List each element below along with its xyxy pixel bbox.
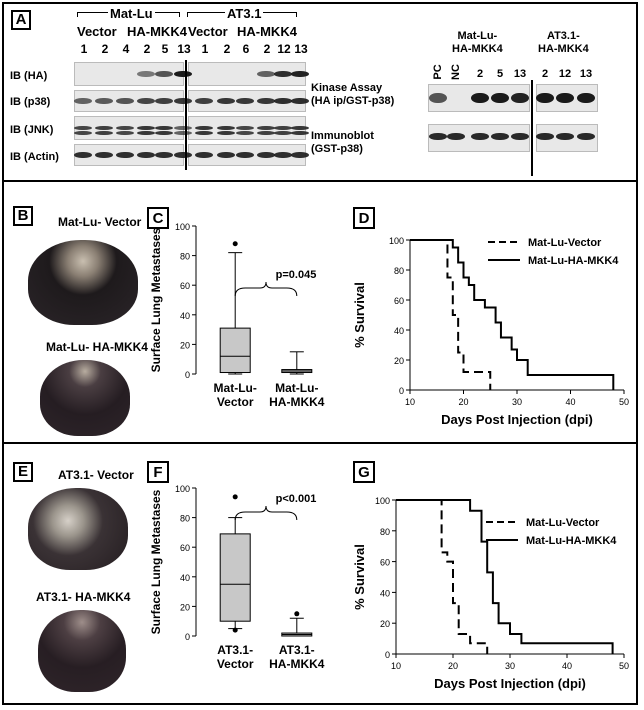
y-tick-label: 20 (179, 340, 190, 351)
lane-number: 2 (143, 42, 151, 56)
legend-label: Mat-Lu-HA-MKK4 (526, 535, 617, 547)
kinase-lane-number: 2 (541, 68, 549, 80)
kinase-band (577, 133, 595, 140)
x-tick-label: 50 (618, 661, 630, 671)
lane-number: 2 (223, 42, 231, 56)
y-axis-label: Surface Lung Metastases (149, 227, 163, 373)
y-tick-label: 100 (374, 496, 390, 506)
kinase-lane-number: NC (450, 64, 462, 80)
y-tick-label: 20 (379, 619, 390, 630)
at31-vector-caption: AT3.1- Vector (58, 468, 134, 482)
panel-label-box (148, 208, 168, 228)
x-axis-label: Days Post Injection (dpi) (441, 412, 593, 427)
blot-band (137, 71, 155, 77)
matlu-vector-caption: Mat-Lu- Vector (58, 215, 142, 229)
kinase-assay-label: Kinase Assay (HA ip/GST-p38) (311, 82, 395, 107)
matlu-mkk4-caption: Mat-Lu- HA-MKK4 (46, 340, 148, 354)
category-label: Vector (216, 657, 254, 671)
blot-band (155, 126, 173, 130)
blot-band (116, 126, 134, 130)
chart-d (350, 198, 632, 434)
blot-band (236, 152, 254, 158)
blot-band (195, 126, 213, 130)
y-tick-label: 20 (179, 602, 190, 613)
lane-number: 2 (101, 42, 109, 56)
y-tick-label: 100 (174, 222, 190, 232)
panel-label-text: C (152, 210, 164, 227)
survival-line-1 (410, 240, 490, 390)
box-outlier (233, 241, 238, 246)
panel-label-text: D (358, 210, 370, 227)
kinase-header-matlu: Mat-Lu- HA-MKK4 (452, 30, 503, 55)
blot-band (257, 131, 275, 135)
blot-band (291, 131, 309, 135)
kinase-lane-number: PC (432, 64, 444, 80)
blot-band (95, 131, 113, 135)
y-tick-label: 40 (179, 572, 190, 583)
blot-band (217, 131, 235, 135)
matlu-mkk4-label: HA-MKK4 (127, 24, 187, 39)
lung-image-matlu-vector (28, 240, 138, 325)
significance-bracket (235, 282, 297, 296)
category-label: Mat-Lu- (213, 381, 257, 395)
blot-band (174, 98, 192, 104)
blot-band (274, 152, 292, 158)
kinase-lane-number: 5 (496, 68, 504, 80)
row-label-p38: IB (p38) (10, 96, 51, 108)
chart-c (146, 198, 344, 434)
kinase-band (536, 93, 554, 103)
panel-label-box (354, 462, 374, 482)
legend-label: Mat-Lu-HA-MKK4 (528, 255, 619, 267)
blot-band (257, 152, 275, 158)
blot-band (174, 126, 192, 130)
group-at31: AT3.1 (227, 6, 262, 21)
chart-g (350, 452, 632, 702)
y-tick-label: 60 (179, 281, 190, 292)
lane-number: 6 (242, 42, 250, 56)
survival-line-1 (396, 500, 487, 654)
y-tick-label: 0 (398, 386, 404, 396)
kinase-band (536, 133, 554, 140)
box-iqr (220, 534, 250, 621)
x-tick-label: 20 (458, 397, 469, 407)
chart-f (146, 452, 344, 702)
blot-band (95, 126, 113, 130)
box-outlier (233, 494, 238, 499)
x-tick-label: 30 (504, 661, 516, 671)
blot-band (74, 131, 92, 135)
box-iqr (220, 328, 250, 372)
kinase-band (429, 93, 447, 103)
y-tick-label: 0 (184, 370, 190, 380)
blot-band (291, 126, 309, 130)
blot-band (137, 152, 155, 158)
y-tick-label: 40 (179, 310, 190, 321)
legend-label: Mat-Lu-Vector (526, 517, 600, 529)
blot-band (195, 152, 213, 158)
kinase-band (447, 133, 465, 140)
y-tick-label: 0 (184, 632, 190, 642)
blot-band (116, 98, 134, 104)
x-tick-label: 40 (561, 661, 573, 671)
y-tick-label: 40 (379, 588, 390, 599)
lane-number: 1 (80, 42, 88, 56)
kinase-band (577, 93, 595, 103)
x-axis-label: Days Post Injection (dpi) (434, 676, 586, 691)
blot-band (291, 152, 309, 158)
category-label: HA-MKK4 (269, 657, 325, 671)
blot-band (195, 131, 213, 135)
y-tick-label: 80 (393, 266, 404, 276)
lane-number: 13 (177, 42, 191, 56)
lane-number: 13 (294, 42, 308, 56)
row-label-ha: IB (HA) (10, 70, 48, 82)
lane-number: 4 (122, 42, 130, 56)
x-tick-label: 30 (511, 397, 523, 407)
kinase-band (511, 133, 529, 140)
blot-band (137, 126, 155, 130)
panel-a-label: A (11, 10, 31, 30)
row-label-actin: IB (Actin) (10, 151, 59, 163)
p-value: p=0.045 (275, 269, 317, 281)
kinase-lane-number: 13 (579, 68, 593, 80)
y-tick-label: 20 (393, 356, 404, 366)
blot-band (116, 152, 134, 158)
blot-band (174, 152, 192, 158)
blot-band (274, 131, 292, 135)
panel-b-label: B (13, 206, 33, 226)
blot-band (274, 71, 292, 77)
blot-band (155, 131, 173, 135)
blot-band (257, 98, 275, 104)
box-outlier (233, 628, 238, 633)
y-tick-label: 100 (174, 484, 190, 494)
blot-band (137, 98, 155, 104)
y-tick-label: 80 (379, 526, 390, 537)
y-tick-label: 40 (393, 326, 404, 336)
y-axis-label: % Survival (352, 544, 367, 610)
at31-mkk4-caption: AT3.1- HA-MKK4 (36, 590, 131, 604)
kinase-band (429, 133, 447, 140)
x-tick-label: 10 (404, 397, 416, 407)
blot-divider (185, 60, 187, 170)
x-tick-label: 40 (565, 397, 576, 407)
y-tick-label: 80 (179, 251, 190, 262)
kinase-band (491, 133, 509, 140)
panel-label-box (354, 208, 374, 228)
category-label: Vector (216, 395, 254, 409)
blot-band (74, 98, 92, 104)
blot-band (274, 126, 292, 130)
blot-band (217, 98, 235, 104)
panel-label-box (148, 462, 168, 482)
significance-bracket (235, 506, 297, 520)
blot-band (74, 126, 92, 130)
kinase-header-at31: AT3.1- HA-MKK4 (538, 30, 589, 55)
y-tick-label: 100 (388, 236, 404, 246)
kinase-lane-number: 13 (513, 68, 527, 80)
y-tick-label: 60 (393, 296, 404, 306)
blot-band (155, 152, 173, 158)
box-outlier (294, 611, 299, 616)
y-axis-label: % Survival (352, 282, 367, 348)
lung-image-at31-mkk4 (38, 610, 126, 692)
y-tick-label: 80 (179, 513, 190, 524)
category-label: AT3.1- (217, 643, 254, 657)
kinase-band (471, 93, 489, 103)
x-tick-label: 20 (447, 661, 459, 671)
row-separator-2 (4, 442, 636, 444)
at31-vector-label: Vector (188, 24, 228, 39)
blot-band (217, 126, 235, 130)
blot-band (95, 152, 113, 158)
blot-band (195, 98, 213, 104)
y-tick-label: 0 (384, 650, 390, 660)
x-tick-label: 50 (618, 397, 630, 407)
blot-band (174, 131, 192, 135)
lane-number: 5 (161, 42, 169, 56)
blot-band (155, 98, 173, 104)
lane-number: 1 (201, 42, 209, 56)
blot-band (257, 71, 275, 77)
blot-band (257, 126, 275, 130)
kinase-band (556, 93, 574, 103)
blot-band (95, 98, 113, 104)
blot-band (74, 152, 92, 158)
legend-label: Mat-Lu-Vector (528, 237, 602, 249)
blot-band (174, 71, 192, 77)
blot-band (274, 98, 292, 104)
kinase-band (511, 93, 529, 103)
row-label-jnk: IB (JNK) (10, 124, 54, 136)
category-label: Mat-Lu- (275, 381, 319, 395)
blot-band (291, 71, 309, 77)
at31-mkk4-label: HA-MKK4 (237, 24, 297, 39)
blot-band (217, 152, 235, 158)
kinase-lane-number: 2 (476, 68, 484, 80)
blot-band (236, 131, 254, 135)
blot-band (291, 98, 309, 104)
lane-number: 12 (277, 42, 291, 56)
blot-band (116, 131, 134, 135)
panel-label-text: G (358, 464, 370, 481)
panel-e-label: E (13, 462, 33, 482)
kinase-band (471, 133, 489, 140)
kinase-band (556, 133, 574, 140)
panel-label-text: F (153, 464, 163, 481)
lung-image-matlu-mkk4 (40, 360, 130, 436)
kinase-band (491, 93, 509, 103)
y-tick-label: 60 (179, 543, 190, 554)
y-axis-label: Surface Lung Metastases (149, 489, 163, 635)
blot-band (155, 71, 173, 77)
y-tick-label: 60 (379, 557, 390, 568)
kinase-lane-number: 12 (558, 68, 572, 80)
x-tick-label: 10 (390, 661, 402, 671)
blot-band (137, 131, 155, 135)
group-matlu: Mat-Lu (110, 6, 153, 21)
blot-band (236, 126, 254, 130)
blot-band (236, 98, 254, 104)
row-separator-1 (4, 180, 636, 182)
kinase-divider (531, 80, 533, 176)
lane-number: 2 (263, 42, 271, 56)
category-label: HA-MKK4 (269, 395, 325, 409)
p-value: p<0.001 (275, 493, 317, 505)
matlu-vector-label: Vector (77, 24, 117, 39)
category-label: AT3.1- (278, 643, 315, 657)
immunoblot-label: Immunoblot (GST-p38) (311, 130, 374, 155)
lung-image-at31-vector (28, 488, 128, 570)
